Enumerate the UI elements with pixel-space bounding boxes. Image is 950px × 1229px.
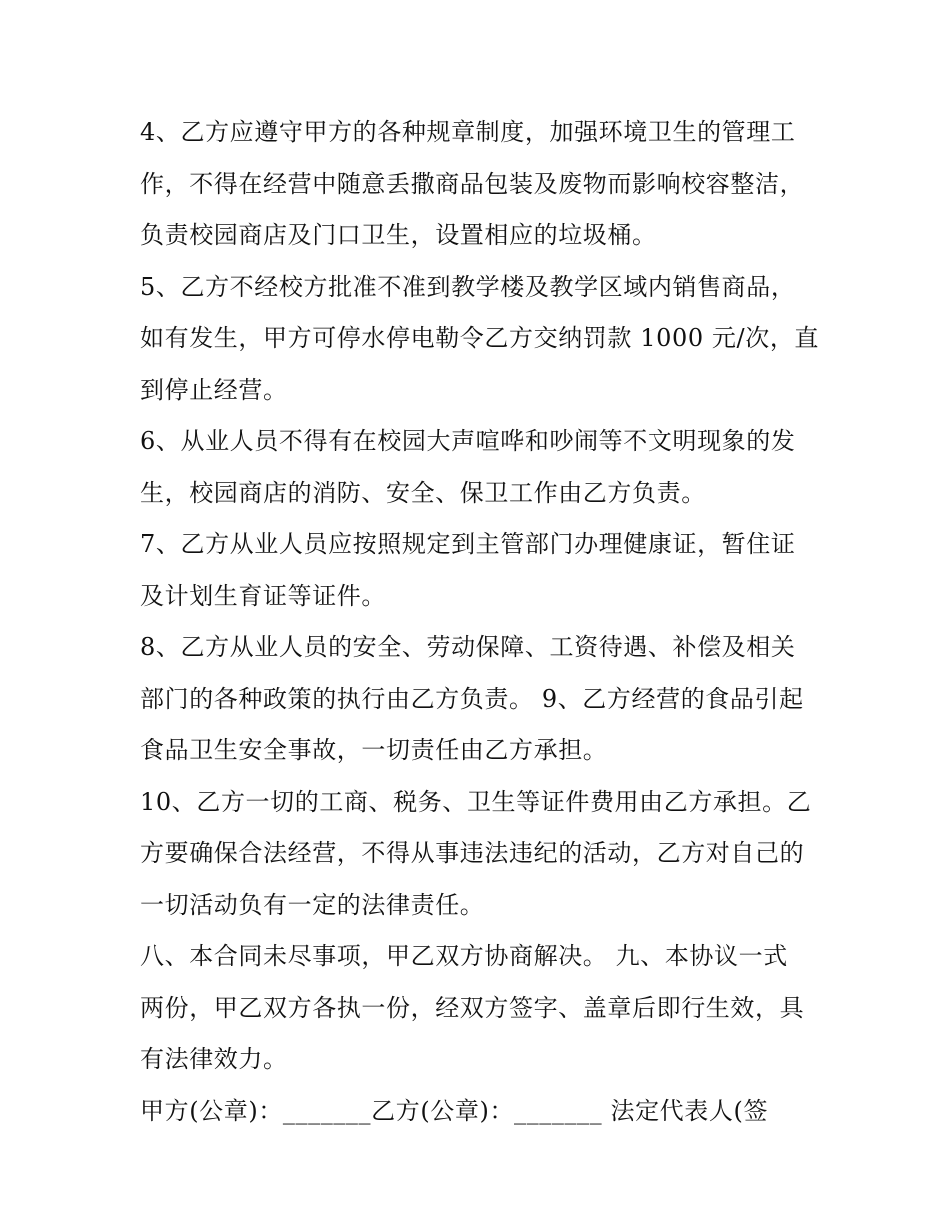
text-line: 6、从业人员不得有在校园大声喧哗和吵闹等不文明现象的发 <box>140 427 796 455</box>
text-line: 5、乙方不经校方批准不准到教学楼及教学区域内销售商品， <box>140 272 796 301</box>
text-line: 及计划生育证等证件。 <box>140 581 386 610</box>
paragraph-clause-10 <box>140 777 820 932</box>
text-line: 两份，甲乙双方各执一份，经双方签字、盖章后即行生效，具 <box>140 993 805 1022</box>
text-line: 10、乙方一切的工商、税务、卫生等证件费用由乙方承担。乙 <box>140 787 812 816</box>
text-line: 八、本合同未尽事项，甲乙双方协商解决。 九、本协议一式 <box>140 942 788 970</box>
text-line: 负责校园商店及门口卫生，设置相应的垃圾桶。 <box>140 221 657 249</box>
text-line: 8、乙方从业人员的安全、劳动保障、工资待遇、补偿及相关 <box>140 633 796 661</box>
text-line: 甲方(公章)：_______乙方(公章)：_______ 法定代表人(签 <box>140 1096 769 1125</box>
paragraph-clause-7 <box>140 519 820 622</box>
paragraph-clause-5 <box>140 262 820 417</box>
text-line: 一切活动负有一定的法律责任。 <box>140 890 485 919</box>
text-line: 如有发生，甲方可停水停电勒令乙方交纳罚款 1000 元/次，直 <box>140 324 820 352</box>
text-line: 4、乙方应遵守甲方的各种规章制度，加强环境卫生的管理工 <box>140 118 796 146</box>
document-body <box>140 107 820 1137</box>
paragraph-clause-6 <box>140 416 820 519</box>
text-line: 作，不得在经营中随意丢撒商品包装及废物而影响校容整洁， <box>140 169 805 198</box>
text-line: 7、乙方从业人员应按照规定到主管部门办理健康证，暂住证 <box>140 530 796 558</box>
signature-line <box>140 1086 820 1138</box>
paragraph-clause-8-9 <box>140 622 820 777</box>
text-line: 食品卫生安全事故，一切责任由乙方承担。 <box>140 736 608 764</box>
paragraph-section-8-9 <box>140 931 820 1086</box>
paragraph-clause-4 <box>140 107 820 262</box>
text-line: 有法律效力。 <box>140 1045 288 1073</box>
text-line: 方要确保合法经营，不得从事违法违纪的活动，乙方对自己的 <box>140 839 805 867</box>
text-line: 生，校园商店的消防、安全、保卫工作由乙方负责。 <box>140 478 706 507</box>
text-line: 部门的各种政策的执行由乙方负责。 9、乙方经营的食品引起 <box>140 684 804 713</box>
text-line: 到停止经营。 <box>140 375 288 404</box>
